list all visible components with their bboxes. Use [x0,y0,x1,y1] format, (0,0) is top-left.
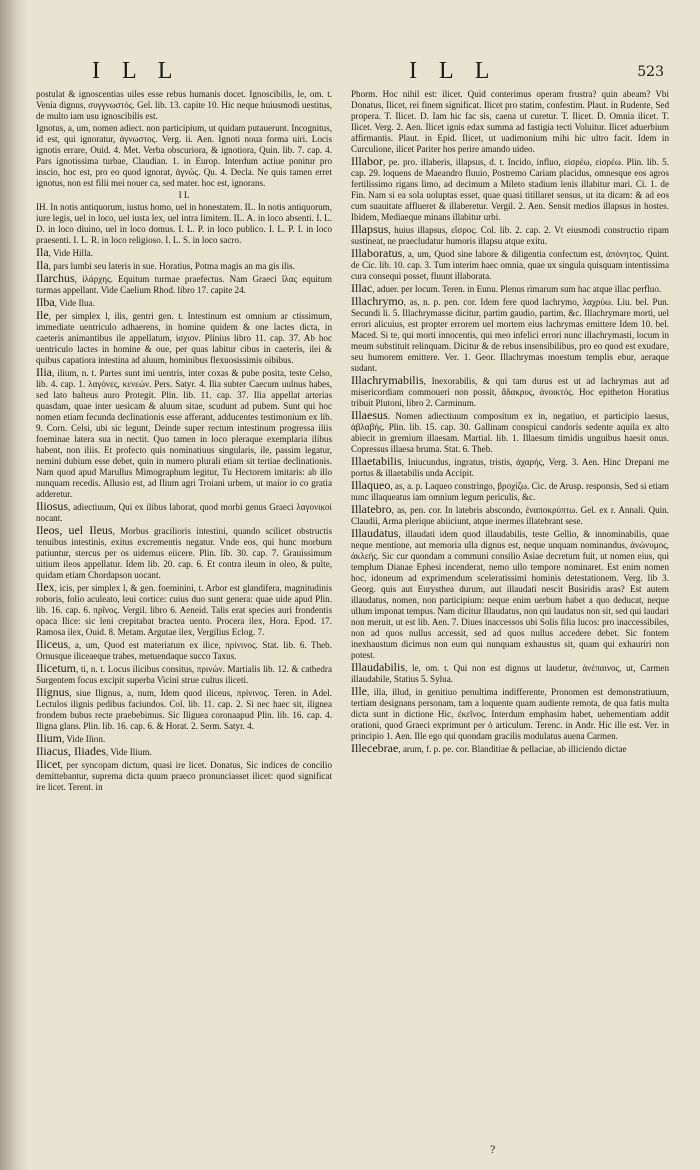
entry-headword: Illaudabilis [351,660,405,674]
entry-headword: Illaesus [351,408,388,422]
entry-headword: Ilex [36,580,55,594]
entry-headword: Illaetabilis [351,454,402,468]
entry-text: , a, um, Quod est materiatum ex ilice, πρίνινος. Stat. lib. 6. Theb. Ornusque iliceaeque trabes, metuendaque succo Taxus. [36,640,332,661]
right-column [351,89,669,756]
entry-text: , per syncopam dictum, quasi ire licet. Donatus, Sic indices de concilio demittebantur, suprema dicta quum praeco pronunciasset ilicet: quod significat ire licet. Terent. in [36,760,332,792]
dictionary-entry [351,456,669,479]
entry-headword: Ila [36,245,49,259]
dictionary-entry [351,296,669,374]
dictionary-entry [36,687,332,732]
left-column [36,89,332,794]
dictionary-entry [351,686,669,742]
dictionary-entry [36,202,332,246]
entry-headword: Ila [36,258,49,272]
page-number: 523 [637,64,664,80]
dictionary-entry [351,248,669,282]
dictionary-entry [351,504,669,527]
entry-text: , adiectiuum, Qui ex ilibus laborat, quod morbi genus Graeci λαγονικοί nocant. [36,502,332,523]
dictionary-entry [36,663,332,686]
entry-headword: Illachrymo [351,294,404,308]
entry-headword: Illatebro [351,502,392,516]
entry-headword: Iliceus [36,637,68,651]
entry-headword: Ilicetum [36,661,76,675]
dictionary-entry [36,582,332,638]
entry-text: , pars lumbi seu lateris in sue. Horatius, Potma magis an ma gis ilis. [48,261,295,271]
dictionary-entry [36,310,332,366]
dictionary-entry [351,480,669,503]
dictionary-entry [351,410,669,455]
entry-text: Phorm. Hoc nihil est: ilicet. Quid conterimus operam frustra? quin abeam? Vbi Donatus, Ilicet, rei finem significat. Ilicet pro statim, confestim. Plaut. in Rudente, Sed propera. T. Ilicet. D. Iam hic fac sis, caena ut curetur. T. Ilicet. D. Omnia ilicet. T. Ilicet. Verg. 2. Aen. Ilicet ignis edax summa ad fastigia tecti Voluitur. Ilicet aduerbium affirmantis. Plaut. in Epid. Ilicet, ut uadimonium mihi hic ultro facit. Idem in Curculione, ilicet Pariter hos perire amando uideo. [351,89,669,154]
entry-headword: Illapsus [351,222,389,236]
entry-text: , le, om. t. Qui non est dignus ut laudetur, ἀνέπαινος, ut, Carmen illaudabile, Statius 5. Sylua. [351,663,669,684]
entry-headword: Illac [351,281,373,295]
dictionary-entry [351,224,669,247]
entry-text: postulat & ignoscentias uiles esse rebus humanis docet. Ignoscibilis, le, om. t. Venia dignus, συγγνωστός. Gel. lib. 13. capite 10. Hic neque huiusmodi uestitus, de multo iam usu ignoscibilis est. [36,89,332,121]
entry-text: , a, um, Quod sine labore & diligentia confectum est, ἀπόνητος. Quint. de Cic. lib. 10. cap. 3. Tum interim haec omnia, quae ux singula quisquam intentissima cura consequi posset, fluunt illaborata. [351,249,669,281]
dictionary-entry [36,746,332,758]
entry-text: , huius illapsus, εἴσρος. Col. lib. 2. cap. 2. Vt eiusmodi constructio ripam sustineat, ne praecludatur humoris illapsu atque exitu. [351,225,669,246]
entry-text: , illaudati idem quod illaudabilis, teste Gellio, & innominabilis, quae neque mentione, aut memoria ulla dignus est, neque unquam nominandus, ἀνώνυμος, ἀκλεής. Sic cur quondam a communi consilio Asiae decretum fuit, ut nomen eius, qui templum Dianae Ephesi incenderat, nemo ullo tempore nominaret. Est enim nomen hoc, idoneum ad exprimendum sceleratissimi hominis detestationem. Verg. lib 3. Georg. quis aut Eurysthea durum, aut illaudati nescit Busiridis aras? Est autem illaudatus, nomen, non participium: neque enim uerbum habet a quo deducat, neque ullum imponat tempus. Nam dicitur Illaudatus, non qui laudatus non sit, sed qui laudari non meruit, ut est lib. Aen. 7. Diues inaccessos ubi Solis filia lucos: pro inaccessibiles, non ad quos nullus accessit, sed ad quos nullus accedere debet. Sic fontem inexhaustum dicimus non eum qui nunquam exhaustus sit, quam qui exhauriri non potest. [351,529,669,660]
entry-headword: Ille [351,684,367,698]
entry-text: , aduer. per locum. Teren. in Eunu. Plenus rimarum sum hac atque illac perfluo. [372,284,662,294]
entry-headword: Iliosus [36,499,69,513]
dictionary-entry [351,743,669,755]
dictionary-entry [36,260,332,272]
dictionary-entry [36,123,332,189]
entry-text: I L [178,190,190,200]
entry-headword: Ile [36,308,49,322]
entry-headword: Illaudatus [351,526,399,540]
entry-headword: Ilba [36,295,55,309]
dictionary-entry [36,190,332,201]
entry-text: , Iniucundus, ingratus, tristis, ἀχαρής, Verg. 3. Aen. Hinc Drepani me portus & illaetabilis unda Accipit. [351,457,669,478]
entry-text: , Inexorabilis, & qui tam durus est ut ad lachrymas aut ad misericordiam commoueri non possit, ἄδακρυς, ἀνοικτός. Hoc epitheton Horatius tribuit Plutoni, libro 2. Carminum. [351,376,669,408]
entry-headword: Iliacus, Iliades [36,744,106,758]
entry-text: , pe. pro. illaberis, illapsus, d. t. Incido, influo, εἰσρέω, εἰσρέω. Plin. lib. 5. cap. 29. loquens de Maeandro fluuio, Postremo Cariam placidus, omnesque eos agros fertilissimo rigans limo, ad decimum a Mileto stadium lenis illabitur mari. Ci. 1. de Fin. Nam si ea sola uoluptas esset, quae quasi titillaret sensus, ut ita dicam: & ad eos cum suauitate afflueret & illaberetur. Vergil. 2. Aen. Sensit medios illapsus in hostes. Ibidem, Mediaeque minans illabitur urbi. [351,157,669,222]
dictionary-entry [36,525,332,581]
dictionary-entry [351,156,669,223]
entry-text: , Vide Hilla. [48,248,93,258]
dictionary-entry [36,297,332,309]
dictionary-entry [36,759,332,793]
entry-text: , illa, illud, in genitiuo penultima indifferente, Pronomen est demonstratiuum, tertiam designans personam, tam a loquente quam audiente remota, de qua fatis multa dicta sunt in dictione Hic, ἐκεῖνος. Interdum emphasim habet, uehementiam addit orationi, quod Graeci exprimunt per ὁ articulum. Terenc. in Andr. Hic ille est. Ver. in principio 1. Aen. Ille ego qui quondam gracilis modulatus auena Carmen. [351,687,669,741]
entry-headword: Ilarchus [36,271,75,285]
entry-headword: Illachrymabilis [351,373,424,387]
entry-text: , as, pen. cor. In latebris abscondo, ἐναποκρύπτω. Gel. ex r. Annali. Quin. Claudii, Arma plerique abiiciunt, atque inermes illatebrant sese. [351,505,669,526]
dictionary-entry [351,375,669,409]
entry-text: IH. In notis antiquorum, iustus homo, uel in honestatem. IL. In notis antiquorum, iure legis, uel in loco, uel iusta lex, uel intra limitem. IL. A. in loco absenti. I. L. D. in loco diuino, uel in loco domus. I. L. P. in loco publico. I. L. P. I. in loco praesenti. I. L. R. in loco religioso. I. L. S. in loco sacro. [36,202,332,245]
header-left: I L L [92,58,181,84]
entry-headword: Ilignus [36,685,70,699]
dictionary-entry [36,501,332,524]
dictionary-entry [36,639,332,662]
entry-text: , Vide Ilua. [54,298,95,308]
running-header [0,58,700,88]
dictionary-entry [36,273,332,296]
entry-headword: Illecebrae [351,741,399,755]
entry-text: , ti, n. t. Locus ilicibus consitus, πρινών. Martialis lib. 12. & cathedra Surgentem focus excipit superba Vicini strue cultus iliceti. [36,664,332,685]
entry-text: , icis, per simplex l, & gen. foeminini, t. Arbor est glandifera, magnitudinis roboris, folio aculeato, leui cortice: cuius duo sunt genera: quae uide apud Plin. lib. 16. cap. 6. πρῖνος. Vergil. libro 6. Aeneid. Talis erat species auri frondentis opaca Ilice: sic leni crepitabat bractea uento. Procera ilex, Hora. Epod. 17. Ramosa ilex, Ouid. 8. Metam. Argutae ilex, Vergilius Eclog. 7. [36,583,332,637]
entry-text: , per simplex l, ilis, gentri gen. t. Intestinum est omnium ar ctissimum, immediate uentriculo adhaerens, in homine quidem & one lactes dicta, in caeteris animantibus ile appellatum, ἰσχιον. Plinius libro 11. cap. 37. Ab hoc uentriculo lactes in homine & oue, per quas labitur cibus in caeteris, ilei & quibus capatiora intestina ad aluum, hominibus flexuosissimis oibibus. [36,311,332,365]
entry-text: , Vide Ilium. [105,747,152,757]
entry-text: , Vide Ilion. [62,734,106,744]
entry-text: Ignotus, a, um, nomen adiect. non participium, ut quidam putauerunt. Incognitus, id est, qui ignoratur, ἀγνωστος. Verg. ii. Aen. Ignoti noua forma uiri. Locis ignotis errare, Ouid. 4. Met. Verba obscuriora, & ignotiora, Quin. lib. 7. cap. 4. Pars ignotissima turbae, Claudian. 1. in Europ. Interdum actiue ponitur pro inscio, hoc est, pro eo quod ignorat, ἀγνώς. Qu. 4. Decla. Ne quis tamen erret ignotus, non est filii mei nouer ca, sed mater. hoc est, ignorans. [36,123,332,188]
footer-mark: ? [490,1145,496,1156]
dictionary-entry [36,89,332,122]
entry-headword: Ilicet [36,757,61,771]
entry-headword: Illaboratus [351,246,403,260]
dictionary-entry [351,89,669,155]
dictionary-entry [351,662,669,685]
entry-text: , Morbus gracilioris intestini, quando scilicet obstructis tenuibus intestinis, exitus excrementis negatur. Vnde eos, qui hunc morbum patiuntur, stercus per os uidemus eiicere. Plin. lib. 30. cap. 7. Grauissimum uitium ileos appellatur. Idem lib. 20. cap. 6. Et contra ileum in oleo, & pulte, quidam etiam Chordapson uocant. [36,526,333,580]
entry-text: , siue Ilignus, a, num, Idem quod iliceus, πρίνινος. Teren. in Adel. Lectulos ilignis pedibus faciundos. Col. lib. 11. cap. 2. Si nec haec sit, ilignea frondem bubus recte praebebimus. Sic Iliguea coronaapud Plin. lib. 16. cap. 4. Iligna glans. Plin. lib. 16. cap. 6. & Horat. 2. Serm. Satyr. 4. [36,688,332,731]
entry-text: , as, n. p. pen. cor. Idem fere quod lachrymo, λαχρύω. Liu. bel. Pun. Secundi li. 5. Illachrymasse dicitur, partim gaudio, partim, &c. Illachrymare morti, uel errori alicuius, est propter errorem uel mortem eius lachrymas emittere Idem 10. bel. Maced. Si te, qui morti innocentis, qui meo infelici errori nunc illachrymasti, locum in meum substituit relinquam. Dicitur & de rebus insensibilibus, pro eo quod est exudare, seu humorem emittere. Ver. 1. Geor. Illachrymas moestum templis ebur, aeraque sudant. [351,297,669,373]
entry-text: , as, a. p. Laqueo constringo, βροχίζω. Cic. de Arusp. responsis, Sed si etiam nunc illaqueatus iam omnium legum periculis, &c. [351,481,669,502]
entry-headword: Illaqueo [351,478,391,492]
dictionary-entry [36,367,332,500]
entry-headword: Ileos, uel Ileus [36,523,113,537]
entry-text: . Nomen adiectiuum compositum ex in, negatiuo, et participio laesus, ἀβλαβής. Plin. lib. 15. cap. 30. Gallinam conspicui candoris sedente aquila ex alto abiecit in gremium illaesam. Martial. lib. 1. Illaesum timidis unguibus haesit onus. Copressus illaesa bruma. Stat. 6. Theb. [351,411,669,454]
dictionary-entry [351,528,669,661]
dictionary-entry [36,247,332,259]
entry-headword: Illabor [351,154,383,168]
header-right: I L L [409,58,498,84]
entry-text: , arum, f. p. pe. cor. Blanditiae & pellaciae, ab illiciendo dictae [398,744,627,754]
entry-headword: Ilia [36,365,52,379]
entry-text: , ἰλάρχης. Equitum turmae praefectus. Nam Graeci ἴλας equitum turmas appellant. Vide Caelium Rhod. libro 17. capite 24. [36,274,332,295]
binding-gutter [0,0,28,1170]
entry-headword: Ilium [36,731,62,745]
entry-text: , ilium, n. t. Partes sunt imi uentris, inter coxas & pube posita, teste Celso, lib. 4. cap. 1. λαγόνες, κενεών. Pers. Satyr. 4. Ilia subter Caecum uulnus habes, sed lato balteus auro Protegit. Plin. lib. 11. cap. 37. Ilia appellat arterias quasdam, quae inter uesicam & aluum sitae, scudunt ad pubem. Sunt qui hoc nomen etiam fecunda declinationis esse afferant, adducentes testimonium ex lib. 9. Corn. Celsi, ubi sic legunt, Deinde super rectum intestinum progressa iliis foeminae latera sua in nectit. Quo tamen in loco pleraque exemplaria ilibus habent, non iliis. Et profecto quis nominatiuus singularis, ile, passim legatur, nemini dubium esse debet, quin in numero plurali etiam sit tertiae declinationis. Nam quod apud Marullus Mimographum legitur, Tu Hectorem imitaris: ab illo nunquam recedis. Allusio est, ad Ilium agri Troiani urbem, ut maior io co gratia adderetur. [36,368,332,499]
